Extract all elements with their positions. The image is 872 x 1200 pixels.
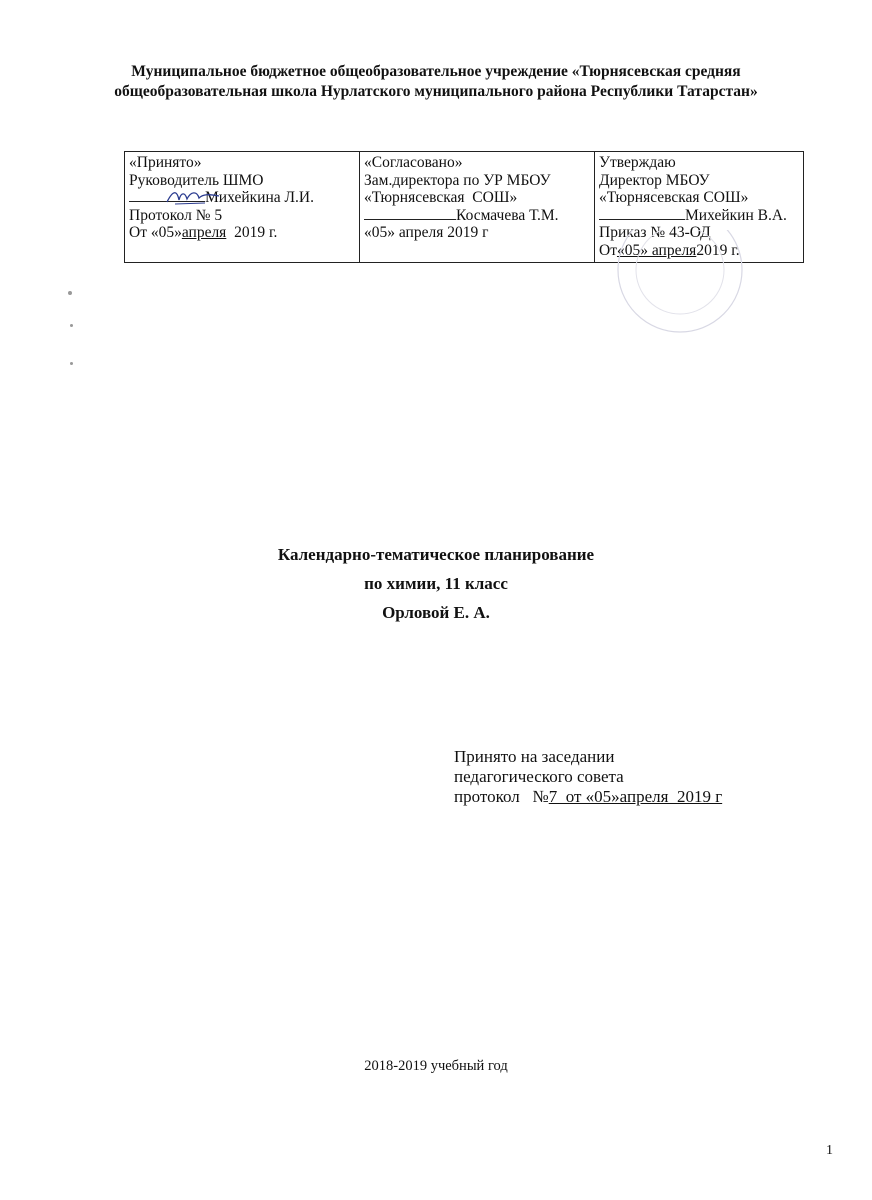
approved-role: Директор МБОУ [599, 171, 710, 189]
approved-date-mid: «05» апреля [616, 241, 697, 259]
accepted-title: «Принято» [129, 154, 202, 171]
header-line-2: общеобразовательная школа Нурлатского муниципального района Республики Татарстан» [114, 83, 758, 100]
accepted-date [129, 224, 355, 242]
accepted-date-prefix: От «05» [129, 224, 182, 241]
approved-name: Михейкин В.А. [685, 206, 787, 224]
council-protocol-prefix: протокол № [454, 787, 549, 806]
approved-order: Приказ № 43-ОД [599, 224, 711, 241]
header-line-1: Муниципальное бюджетное общеобразовательное учреждение «Тюрнясевская средняя [131, 63, 741, 80]
council-protocol-date: 7 от «05»апреля 2019 г [548, 787, 723, 806]
approval-cell-accepted [125, 152, 360, 263]
title-line-2: по химии, 11 класс [364, 574, 508, 593]
scan-speck [70, 362, 73, 365]
approved-school: «Тюрнясевская СОШ» [599, 189, 749, 206]
approval-cell-agreed [360, 152, 595, 263]
page-number: 1 [826, 1143, 833, 1158]
approved-date-prefix: От [599, 241, 617, 259]
title-line-3: Орловой Е. А. [382, 603, 490, 622]
agreed-role: Зам.директора по УР МБОУ [364, 171, 551, 189]
title-line-1: Календарно-тематическое планирование [277, 545, 595, 564]
signature-blank [364, 207, 456, 220]
approved-date-suffix: 2019 г. [696, 241, 740, 259]
accepted-protocol: Протокол № 5 [129, 206, 223, 224]
school-header [60, 62, 812, 102]
council-line-3 [454, 787, 722, 807]
accepted-role: Руководитель ШМО [129, 171, 264, 189]
accepted-date-suffix: 2019 г. [226, 224, 278, 241]
accepted-date-month: апреля [181, 224, 227, 241]
signature-blank [599, 207, 685, 220]
academic-year: 2018-2019 учебный год [364, 1058, 508, 1074]
faded-stamp [600, 230, 750, 340]
council-line-2: педагогического совета [454, 767, 624, 786]
agreed-name: Космачева Т.М. [456, 206, 559, 224]
agreed-school: «Тюрнясевская СОШ» [364, 189, 518, 206]
scan-speck [68, 291, 72, 295]
scan-speck [70, 324, 73, 327]
agreed-date: «05» апреля 2019 г [364, 224, 489, 241]
approved-signature-line [599, 207, 799, 225]
agreed-title: «Согласовано» [364, 154, 463, 171]
council-line-1: Принято на заседании [454, 747, 615, 766]
council-approval [454, 747, 722, 807]
handwritten-signature [165, 188, 221, 206]
document-title [0, 540, 872, 627]
approved-title: Утверждаю [599, 154, 676, 171]
accepted-signature-line [129, 189, 355, 207]
accepted-name: Михейкина Л.И. [205, 189, 314, 206]
agreed-signature-line [364, 207, 590, 225]
